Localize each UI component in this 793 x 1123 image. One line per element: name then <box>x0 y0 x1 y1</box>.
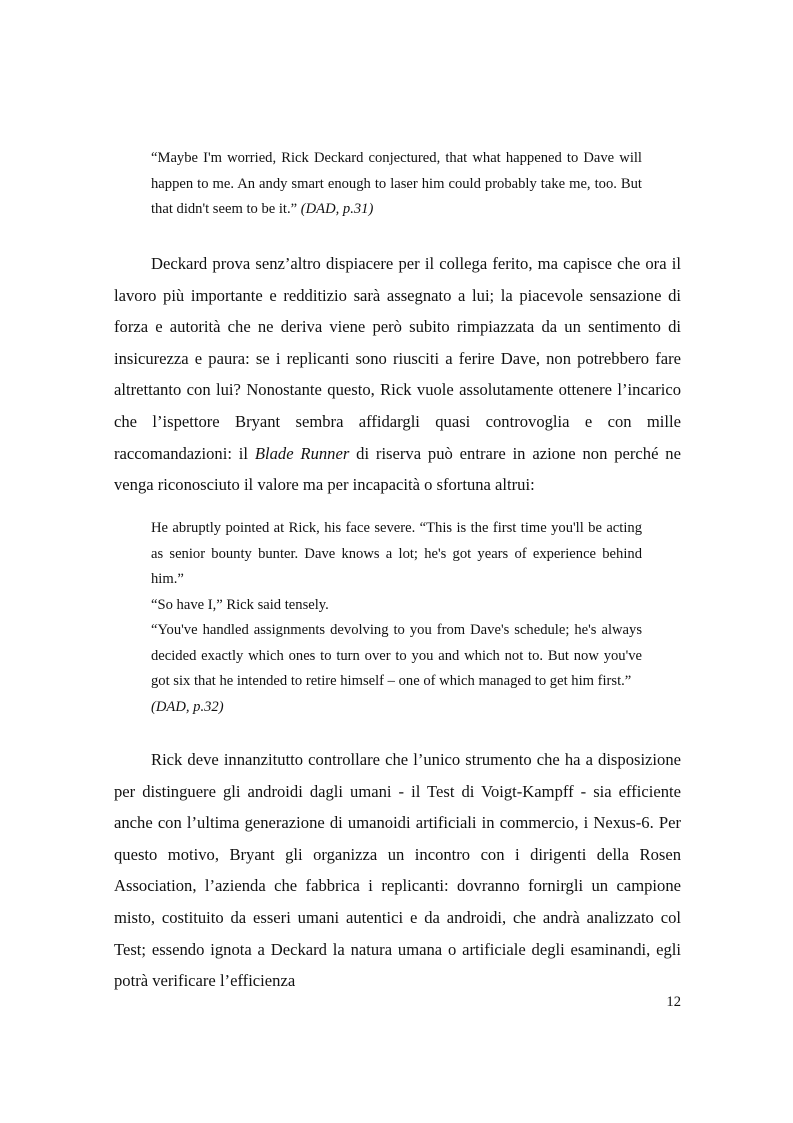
paragraph-2-text: Rick deve innanzitutto controllare che l’unico strumento che ha a disposizione per distinguere gli androidi dagli umani - il Test di Voigt-Kampff - sia efficiente anche con l’ultima generazione di umanoidi artificiali in commercio, i Nexus-6. Per questo motivo, Bryant gli organizza un incontro con i dirigenti della Rosen Association, l’azienda che fabbrica i replicanti: dovranno fornirgli un campione misto, costituito da esseri umani autentici e da androidi, che andrà analizzato col Test; essendo ignota a Deckard la natura umana o artificiale degli esaminandi, egli potrà verificare l’efficienza <box>114 750 681 991</box>
blade-runner-title: Blade Runner <box>254 443 350 463</box>
paragraph-1-text <box>114 248 681 501</box>
paragraph-1-part-a: Deckard prova senz’altro dispiacere per il collega ferito, ma capisce che ora il lavoro più importante e redditizio sarà assegnato a lui; la piacevole sensazione di forza e autorità che ne deriva viene però subito rimpiazzata da un sentimento di insicurezza e paura: se i replicanti sono riusciti a ferire Dave, non potrebbero fare altrettanto con lui? Nonostante questo, Rick vuole assolutamente ottenere l’incarico che l’ispettore Bryant sembra affidargli quasi controvoglia e con mille raccomandazioni: il <box>114 254 681 463</box>
paragraph-2 <box>114 744 681 997</box>
quote-2-line-3: “You've handled assignments devolving to you from Dave's schedule; he's always decided exactly which ones to turn over to you and which not to. But now you've got six that he intended to retire himself – one of which managed to get him first.” <box>151 622 642 689</box>
block-quote-2 <box>151 516 642 720</box>
quote-2-line-1: He abruptly pointed at Rick, his face severe. “This is the first time you'll be acting as senior bounty bunter. Dave knows a lot; he's got years of experience behind him.” <box>151 520 642 587</box>
quote-1-citation: (DAD, p.31) <box>300 201 374 217</box>
block-quote-1 <box>151 146 642 223</box>
paragraph-1 <box>114 248 681 501</box>
paragraph-1-part-b: di riserva può entrare in azione non perché ne venga riconosciuto il valore ma per incapacità o sfortuna altrui: <box>114 443 681 495</box>
quote-2-citation: (DAD, p.32) <box>151 698 224 715</box>
page-number: 12 <box>666 994 681 1010</box>
quote-2-line-2: “So have I,” Rick said tensely. <box>151 596 329 613</box>
quote-1-text: “Maybe I'm worried, Rick Deckard conjectured, that what happened to Dave will happen to me. An andy smart enough to laser him could probably take me, too. But that didn't seem to be it.” <box>151 150 642 217</box>
quote-1-paragraph <box>151 146 642 223</box>
